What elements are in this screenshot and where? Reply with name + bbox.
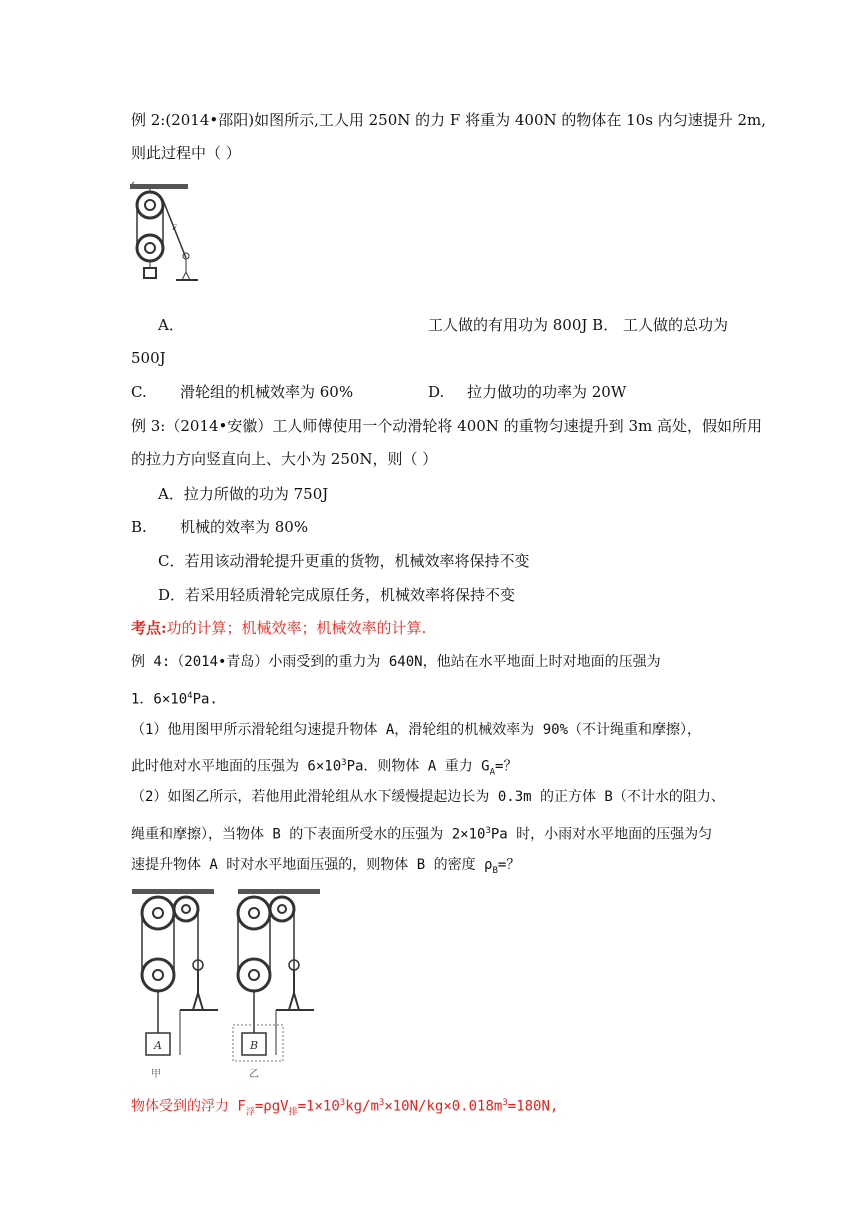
caption-jia: 甲 [151, 1069, 161, 1080]
ex3-line1: 例 3:（2014•安徽）工人师傅使用一个动滑轮将 400N 的重物匀速提升到 3m 高处，假如所用 [131, 417, 762, 435]
force-f-label: F [172, 224, 177, 232]
ex3-option-b-text: 机械的效率为 80% [180, 518, 309, 536]
ex4-q2-line3: 速提升物体 A 时对水平地面压强的，则物体 B 的密度 $\rho_B=$？ [131, 857, 521, 876]
box-b-label: B [249, 1039, 259, 1052]
answer-line: 物体受到的浮力 $F_浮=\rho gV_排=1\times 10^3kg/m^3\times 10N/kg\times 0.018m^3=180N$, [131, 1098, 559, 1118]
ex4-line2: 1．$6\times 10^4Pa$. [131, 691, 218, 708]
ex2-option-d-label: D. [428, 383, 445, 401]
ex2-option-d-text: 拉力做功的功率为 20W [467, 383, 627, 401]
ex2-option-c-text: 滑轮组的机械效率为 60% [180, 383, 354, 401]
ex3-line2: 的拉力方向竖直向上、大小为 250N，则（ ） [131, 450, 438, 468]
pulley-figure-ex4 [130, 885, 340, 1085]
ex2-line1: 例 2:(2014•邵阳)如图所示,工人用 250N 的力 F 将重为 400N 的物体在 10s 内匀速提升 2m, [131, 111, 767, 129]
ex4-q1-line2: 此时他对水平地面的压强为 $6\times 10^3Pa$．则物体 A 重力 $G_A=$？ [131, 758, 518, 778]
ex4-q2-line1: （2）如图乙所示，若他用此滑轮组从水下缓慢提起边长为 0.3m 的正方体 B（不计水的阻力、 [131, 789, 725, 805]
kaodian-label: 考点: [131, 619, 167, 637]
ex4-q1-line1: （1）他用图甲所示滑轮组匀速提升物体 A，滑轮组的机械效率为 90%（不计绳重和摩擦）， [131, 722, 701, 738]
ex3-option-d: D．若采用轻质滑轮完成原任务，机械效率将保持不变 [158, 586, 516, 604]
kaodian-text: 功的计算；机械效率；机械效率的计算. [166, 619, 427, 637]
ex2-option-a-label: A． [158, 316, 184, 334]
ex3-option-a: A．拉力所做的功为 750J [158, 485, 329, 503]
caption-yi: 乙 [249, 1069, 259, 1080]
ex2-line2: 则此过程中（ ） [131, 144, 241, 162]
ex4-q2-line2: 绳重和摩擦），当物体 B 的下表面所受水的压强为 $2\times 10^3Pa$ 时，小雨对水平地面的压强为匀 [131, 826, 713, 843]
pulley-figure-ex2 [128, 180, 203, 285]
ex2-option-b-cont: 500J [131, 349, 166, 367]
ex4-line1: 例 4:（2014•青岛）小雨受到的重力为 640N，他站在水平地面上时对地面的压强为 [131, 654, 661, 670]
box-a-label: A [154, 1039, 162, 1052]
kaodian-line [131, 618, 426, 638]
ex3-option-b-label: B. [131, 518, 147, 536]
ex2-option-c-label: C. [131, 383, 147, 401]
ex3-option-c: C．若用该动滑轮提升更重的货物，机械效率将保持不变 [158, 552, 530, 570]
ex2-option-a-b-text: 工人做的有用功为 800J B． 工人做的总功为 [428, 316, 728, 334]
